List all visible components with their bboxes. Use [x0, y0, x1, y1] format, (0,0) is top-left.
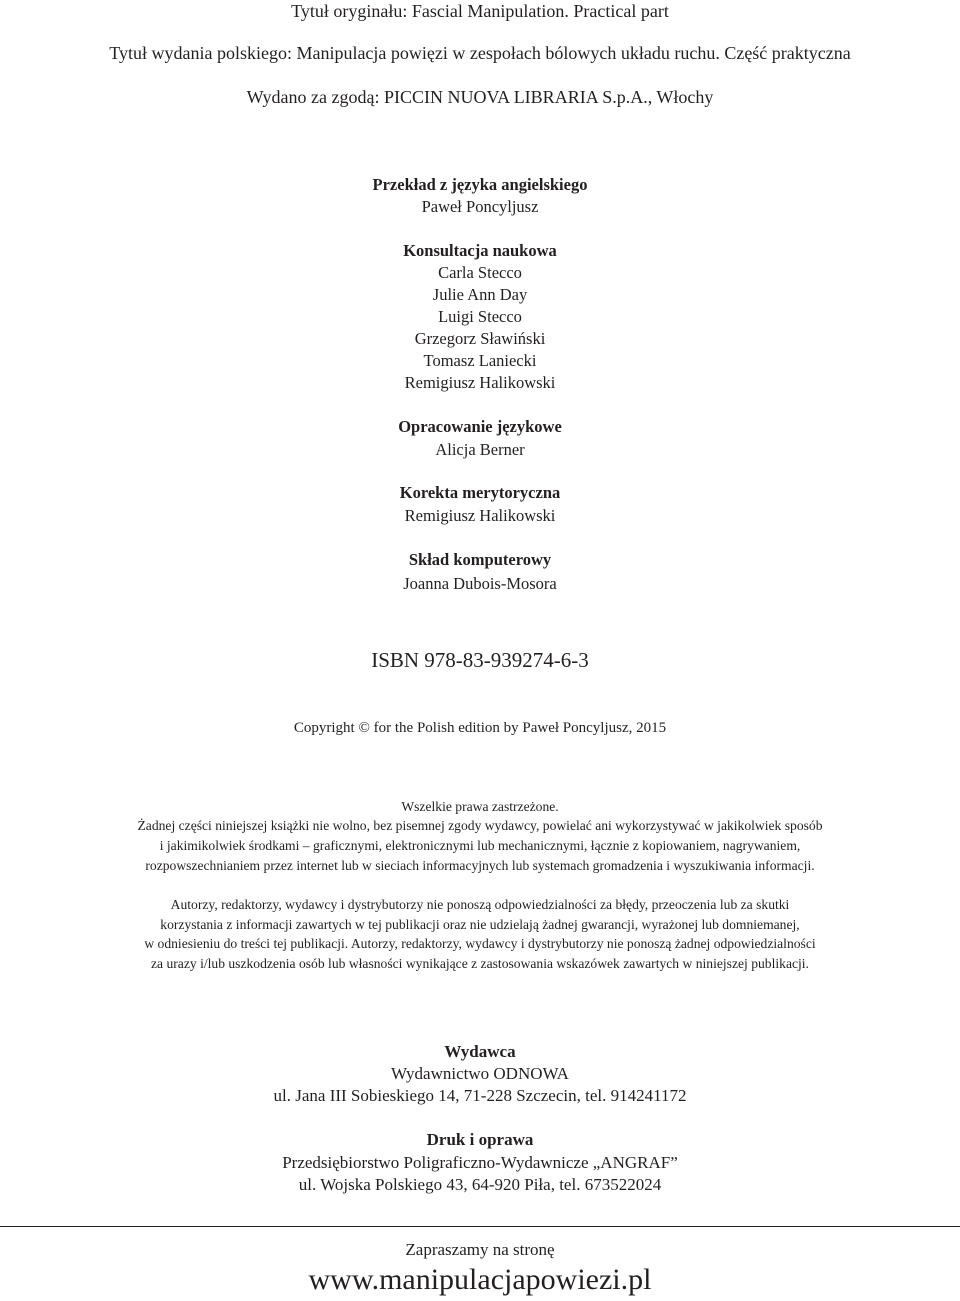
disclaimer-line: Autorzy, redaktorzy, wydawcy i dystrybutorzy nie ponoszą odpowiedzialności za błędy, przeoczenia lub za skutki	[170, 897, 790, 912]
rights-line: Żadnej części niniejszej książki nie wolno, bez pisemnej zgody wydawcy, powielać ani wykorzystywać w jakikolwiek sposób	[137, 818, 823, 833]
language-editing-heading: Opracowanie językowe	[398, 417, 562, 436]
publisher-name: Wydawnictwo ODNOWA	[391, 1064, 569, 1083]
original-title: Tytuł oryginału: Fascial Manipulation. Practical part	[291, 1, 669, 21]
polish-title: Tytuł wydania polskiego: Manipulacja powięzi w zespołach bólowych układu ruchu. Część praktyczna	[109, 43, 851, 63]
translation-heading: Przekład z języka angielskiego	[372, 175, 588, 194]
reviewer-name: Remigiusz Halikowski	[404, 506, 556, 525]
translator-name: Paweł Poncyljusz	[421, 197, 539, 216]
consultant-name: Grzegorz Sławiński	[414, 329, 546, 348]
printer-heading: Druk i oprawa	[426, 1130, 534, 1149]
typesetting-heading: Skład komputerowy	[408, 550, 552, 569]
publisher-heading: Wydawca	[444, 1042, 516, 1061]
footer-divider	[0, 1226, 960, 1227]
review-heading: Korekta merytoryczna	[399, 483, 561, 502]
rights-line: i jakimikolwiek środkami – graficznymi, elektronicznymi lub mechanicznymi, łącznie z kopiowaniem, nagrywaniem,	[159, 838, 801, 853]
language-editor-name: Alicja Berner	[435, 440, 525, 459]
typesetter-name: Joanna Dubois-Mosora	[403, 574, 557, 593]
consultant-name: Julie Ann Day	[432, 285, 528, 304]
isbn: ISBN 978-83-939274-6-3	[371, 648, 589, 672]
consultant-name: Luigi Stecco	[438, 307, 522, 326]
consultant-name: Tomasz Laniecki	[423, 351, 537, 370]
rights-line: rozpowszechnianiem przez internet lub w sieciach informacyjnych lub systemach gromadzenia i wyszukiwania informacji.	[145, 858, 815, 873]
rights-heading: Wszelkie prawa zastrzeżone.	[401, 799, 559, 814]
publisher-address: ul. Jana III Sobieskiego 14, 71-228 Szczecin, tel. 914241172	[273, 1086, 687, 1105]
consultant-name: Remigiusz Halikowski	[404, 373, 556, 392]
printer-address: ul. Wojska Polskiego 43, 64-920 Piła, tel. 673522024	[298, 1175, 662, 1194]
consultant-name: Carla Stecco	[438, 263, 522, 282]
copyright-notice: Copyright © for the Polish edition by Paweł Poncyljusz, 2015	[293, 720, 667, 736]
disclaimer-line: za urazy i/lub uszkodzenia osób lub własności wynikające z zastosowania wskazówek zawartych w niniejszej publikacji.	[151, 956, 809, 971]
website-invite: Zapraszamy na stronę	[405, 1240, 555, 1259]
publication-permission: Wydano za zgodą: PICCIN NUOVA LIBRARIA S.p.A., Włochy	[246, 87, 714, 107]
website-link[interactable]: www.manipulacjapowiezi.pl	[308, 1263, 652, 1296]
printer-name: Przedsiębiorstwo Poligraficzno-Wydawnicze „ANGRAF”	[282, 1153, 678, 1172]
disclaimer-line: korzystania z informacji zawartych w tej publikacji oraz nie udzielają żadnej gwarancji, wyrażonej lub domniemanej,	[160, 917, 800, 932]
consultation-heading: Konsultacja naukowa	[403, 241, 557, 260]
disclaimer-line: w odniesieniu do treści tej publikacji. Autorzy, redaktorzy, wydawcy i dystrybutorzy nie ponoszą żadnej odpowiedzialności	[144, 936, 816, 951]
